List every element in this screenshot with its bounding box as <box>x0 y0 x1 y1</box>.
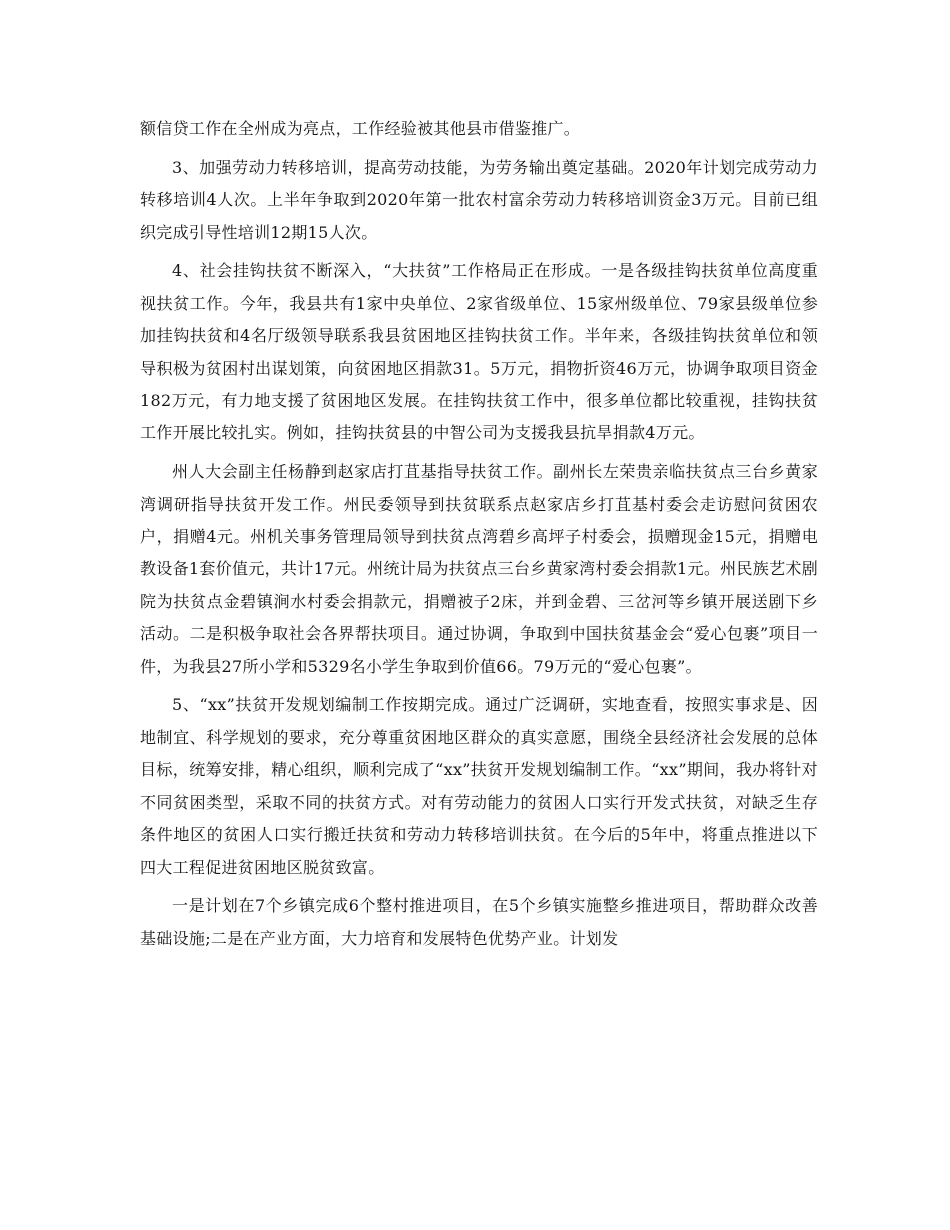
paragraph-labor-training: 3、加强劳动力转移培训，提高劳动技能，为劳务输出奠定基础。2020年计划完成劳动力转移培训4人次。上半年争取到2020年第一批农村富余劳动力转移培训资金3万元。目前已组织完成引导性培训12期15人次。 <box>140 157 818 242</box>
paragraph-planning: 5、“xx”扶贫开发规划编制工作按期完成。通过广泛调研，实地查看，按照实事求是、因地制宜、科学规划的要求，充分尊重贫困地区群众的真实意愿，围绕全县经济社会发展的总体目标，统筹安排，精心组织，顺利完成了“xx”扶贫开发规划编制工作。“xx”期间，我办将针对不同贫困类型，采取不同的扶贫方式。对有劳动能力的贫困人口实行开发式扶贫，对缺乏生存条件地区的贫困人口实行搬迁扶贫和劳动力转移培训扶贫。在今后的5年中，将重点推进以下四大工程促进贫困地区脱贫致富。 <box>140 695 818 877</box>
paragraph-social-poverty-aid: 4、社会挂钩扶贫不断深入，“大扶贫”工作格局正在形成。一是各级挂钩扶贫单位高度重视扶贫工作。今年，我县共有1家中央单位、2家省级单位、15家州级单位、79家县级单位参加挂钩扶贫和4名厅级领导联系我县贫困地区挂钩扶贫工作。半年来，各级挂钩扶贫单位和领导积极为贫困村出谋划策，向贫困地区捐款31。5万元，捐物折资46万元，协调争取项目资金182万元，有力地支援了贫困地区发展。在挂钩扶贫工作中，很多单位都比较重视，挂钩扶贫工作开展比较扎实。例如，挂钩扶贫县的中智公司为支援我县抗旱捐款4万元。 <box>140 261 818 443</box>
document-body <box>140 113 818 962</box>
paragraph-leader-visits: 州人大会副主任杨静到赵家店打苴基指导扶贫工作。副州长左荣贵亲临扶贫点三台乡黄家湾调研指导扶贫开发工作。州民委领导到扶贫联系点赵家店乡打苴基村委会走访慰问贫困农户，捐赠4元。州机关事务管理局领导到扶贫点湾碧乡高坪子村委会，损赠现金15元，捐赠电教设备1套价值元，共计17元。州统计局为扶贫点三台乡黄家湾村委会捐款1元。州民族艺术剧院为扶贫点金碧镇涧水村委会捐款元，捐赠被子2床，并到金碧、三岔河等乡镇开展送剧下乡活动。二是积极争取社会各界帮扶项目。通过协调，争取到中国扶贫基金会“爱心包裹”项目一件，为我县27所小学和5329名小学生争取到价值66。79万元的“爱心包裹”。 <box>140 462 818 676</box>
paragraph-continuation: 额信贷工作在全州成为亮点，工作经验被其他县市借鉴推广。 <box>140 119 581 138</box>
paragraph-projects: 一是计划在7个乡镇完成6个整村推进项目，在5个乡镇实施整乡推进项目，帮助群众改善基础设施;二是在产业方面，大力培育和发展特色优势产业。计划发 <box>140 896 818 948</box>
